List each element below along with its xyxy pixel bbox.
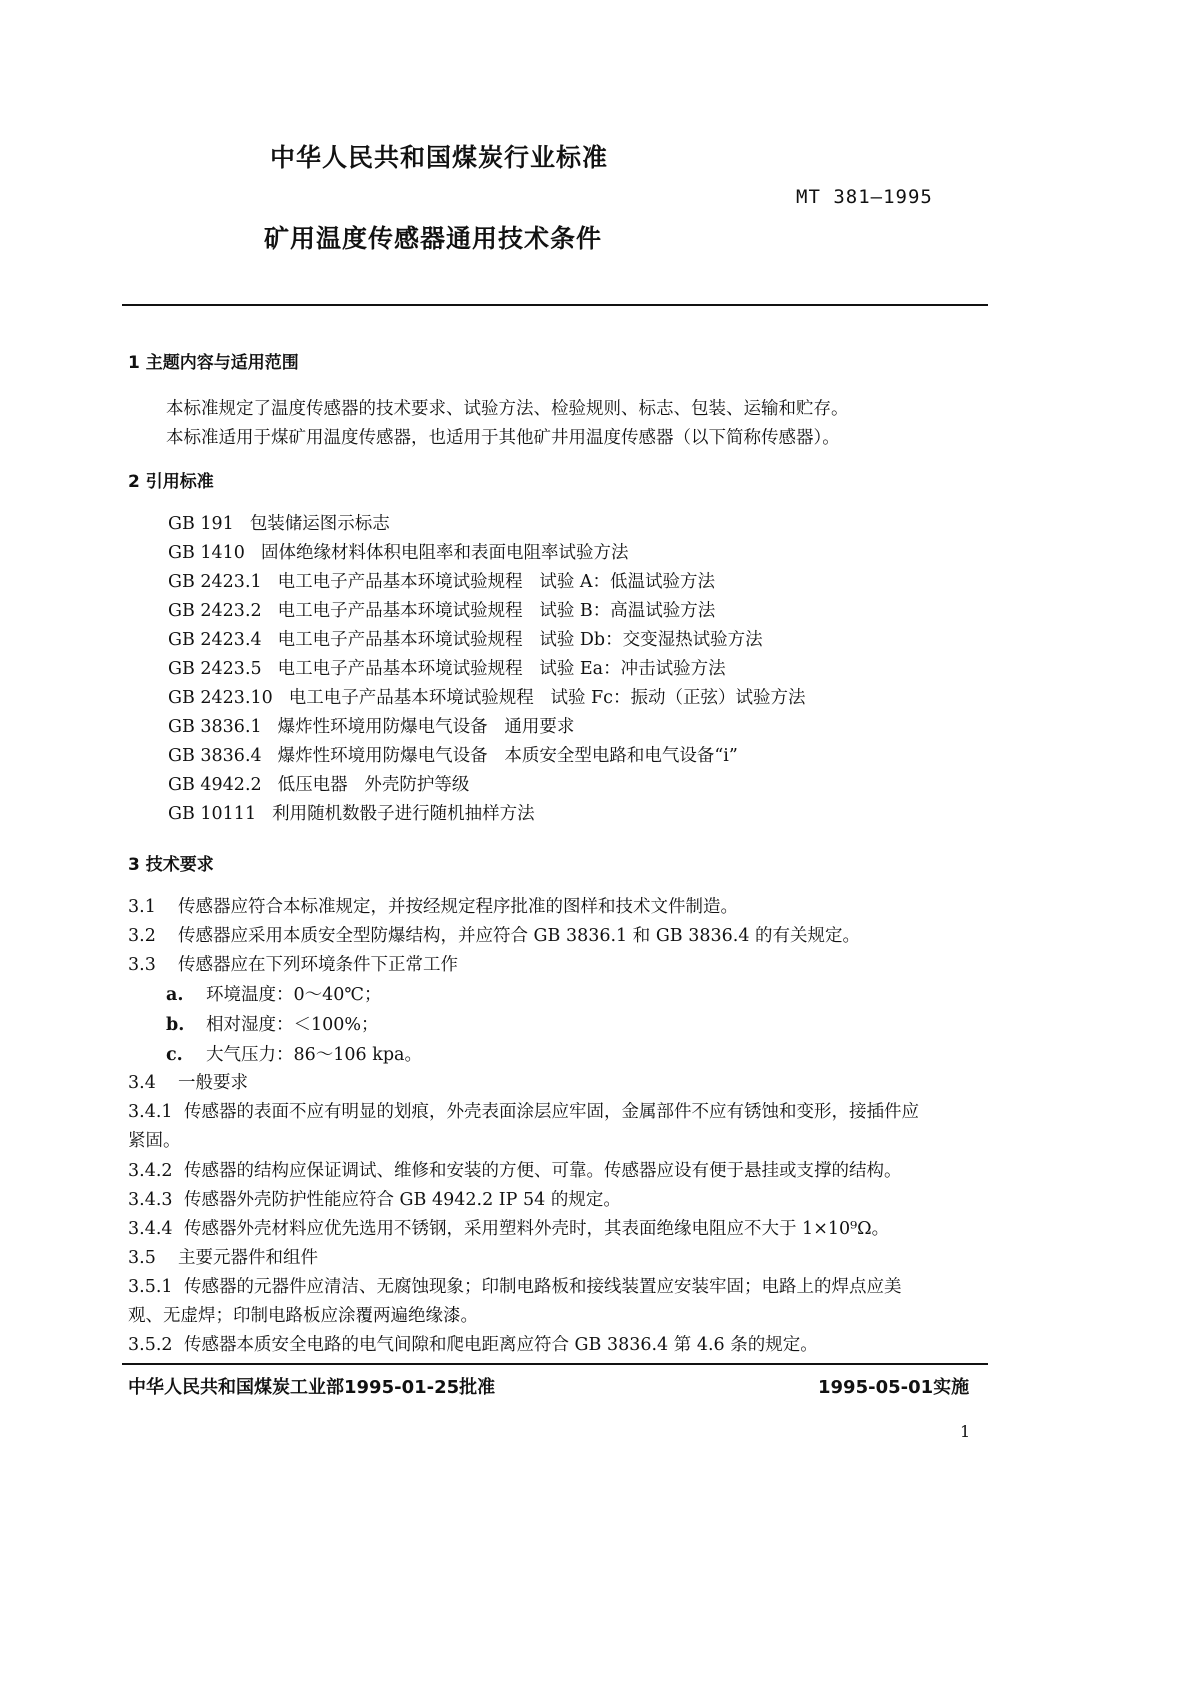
clause-3-5 [128,1244,318,1269]
reference-item [168,510,390,535]
clause-3-5-1 [128,1273,902,1298]
clause-text: 传感器的元器件应清洁、无腐蚀现象；印制电路板和接线装置应安装牢固；电路上的焊点应美 [184,1277,902,1297]
item-label: c. [166,1045,183,1065]
clause-number: 3.5.2 [128,1335,173,1355]
clause-3-4-2 [128,1157,902,1182]
reference-code: GB 2423.5 [168,659,262,679]
clause-3-5-1-continuation: 观、无虚焊；印制电路板应涂覆两遍绝缘漆。 [128,1306,478,1326]
reference-code: GB 3836.4 [168,746,262,766]
condition-item-b [166,1011,379,1036]
clause-number: 3.4 [128,1073,156,1093]
clause-number: 3.2 [128,926,156,946]
clause-text: 传感器外壳材料应优先选用不锈钢，采用塑料外壳时，其表面绝缘电阻应不大于 1×10⁹Ω。 [184,1219,890,1239]
clause-number: 3.5 [128,1248,156,1268]
reference-title: 电工电子产品基本环境试验规程 试验 Ea：冲击试验方法 [277,659,726,679]
footer-rule [122,1363,988,1365]
reference-title: 低压电器 外壳防护等级 [277,775,470,795]
reference-title: 利用随机数骰子进行随机抽样方法 [272,804,535,824]
reference-item [168,684,805,709]
reference-item [168,626,763,651]
item-text: 环境温度：0～40℃； [206,985,382,1005]
reference-item [168,771,469,796]
reference-item [168,655,726,680]
document-title: 矿用温度传感器通用技术条件 [264,224,603,253]
reference-code: GB 2423.1 [168,572,262,592]
clause-3-4-4 [128,1215,889,1240]
clause-number: 3.3 [128,955,156,975]
reference-title: 电工电子产品基本环境试验规程 试验 A：低温试验方法 [277,572,716,592]
reference-item [168,800,535,825]
clause-text: 一般要求 [178,1073,248,1093]
item-label: a. [166,985,184,1005]
clause-text: 传感器外壳防护性能应符合 GB 4942.2 IP 54 的规定。 [184,1190,621,1210]
clause-number: 3.5.1 [128,1277,173,1297]
section-1-paragraph-1: 本标准规定了温度传感器的技术要求、试验方法、检验规则、标志、包装、运输和贮存。 [166,399,849,419]
page-number: 1 [960,1422,971,1441]
clause-3-3 [128,951,458,976]
clause-3-4 [128,1069,248,1094]
reference-code: GB 10111 [168,804,257,824]
clause-3-4-1-continuation: 紧固。 [128,1131,181,1151]
clause-text: 主要元器件和组件 [178,1248,318,1268]
section-2-heading: 2 引用标准 [128,472,214,492]
org-title: 中华人民共和国煤炭行业标准 [270,143,609,172]
reference-title: 电工电子产品基本环境试验规程 试验 Fc：振动（正弦）试验方法 [288,688,806,708]
clause-number: 3.4.1 [128,1102,173,1122]
reference-item [168,539,628,564]
clause-text: 传感器的结构应保证调试、维修和安装的方便、可靠。传感器应设有便于悬挂或支撑的结构。 [184,1161,902,1181]
clause-number: 3.4.3 [128,1190,173,1210]
reference-title: 爆炸性环境用防爆电气设备 本质安全型电路和电气设备“i” [277,746,738,766]
clause-text: 传感器应在下列环境条件下正常工作 [178,955,458,975]
clause-3-4-1 [128,1098,919,1123]
reference-title: 电工电子产品基本环境试验规程 试验 B：高温试验方法 [277,601,716,621]
reference-code: GB 2423.2 [168,601,262,621]
condition-item-a [166,981,381,1006]
reference-item [168,742,738,767]
reference-title: 包装储运图示标志 [249,514,390,534]
reference-code: GB 1410 [168,543,245,563]
section-1-heading: 1 主题内容与适用范围 [128,353,299,373]
reference-code: GB 3836.1 [168,717,262,737]
clause-3-5-2 [128,1331,818,1356]
section-3-heading: 3 技术要求 [128,855,214,875]
reference-item [168,568,715,593]
reference-title: 爆炸性环境用防爆电气设备 通用要求 [277,717,575,737]
effective-date: 1995-05-01实施 [818,1377,970,1398]
clause-3-2 [128,922,860,947]
clause-number: 3.4.4 [128,1219,173,1239]
condition-item-c [166,1041,422,1066]
clause-number: 3.4.2 [128,1161,173,1181]
reference-title: 电工电子产品基本环境试验规程 试验 Db：交变湿热试验方法 [277,630,763,650]
item-text: 大气压力：86～106 kpa。 [206,1045,422,1065]
clause-3-4-3 [128,1186,621,1211]
reference-code: GB 191 [168,514,234,534]
item-label: b. [166,1015,185,1035]
reference-item [168,597,715,622]
section-1-paragraph-2: 本标准适用于煤矿用温度传感器，也适用于其他矿井用温度传感器（以下简称传感器）。 [166,428,840,448]
standard-code: MT 381—1995 [796,186,933,208]
clause-text: 传感器的表面不应有明显的划痕，外壳表面涂层应牢固，金属部件不应有锈蚀和变形，接插件应 [184,1102,919,1122]
header-rule [122,304,988,306]
reference-item [168,713,574,738]
clause-number: 3.1 [128,897,156,917]
clause-text: 传感器应采用本质安全型防爆结构，并应符合 GB 3836.1 和 GB 3836.4 的有关规定。 [178,926,861,946]
clause-text: 传感器本质安全电路的电气间隙和爬电距离应符合 GB 3836.4 第 4.6 条的规定。 [184,1335,818,1355]
approval-line: 中华人民共和国煤炭工业部1995-01-25批准 [128,1377,496,1398]
reference-code: GB 4942.2 [168,775,262,795]
reference-title: 固体绝缘材料体积电阻率和表面电阻率试验方法 [260,543,629,563]
clause-3-1 [128,893,738,918]
clause-text: 传感器应符合本标准规定，并按经规定程序批准的图样和技术文件制造。 [178,897,738,917]
item-text: 相对湿度：＜100%； [206,1015,379,1035]
reference-code: GB 2423.10 [168,688,273,708]
reference-code: GB 2423.4 [168,630,262,650]
